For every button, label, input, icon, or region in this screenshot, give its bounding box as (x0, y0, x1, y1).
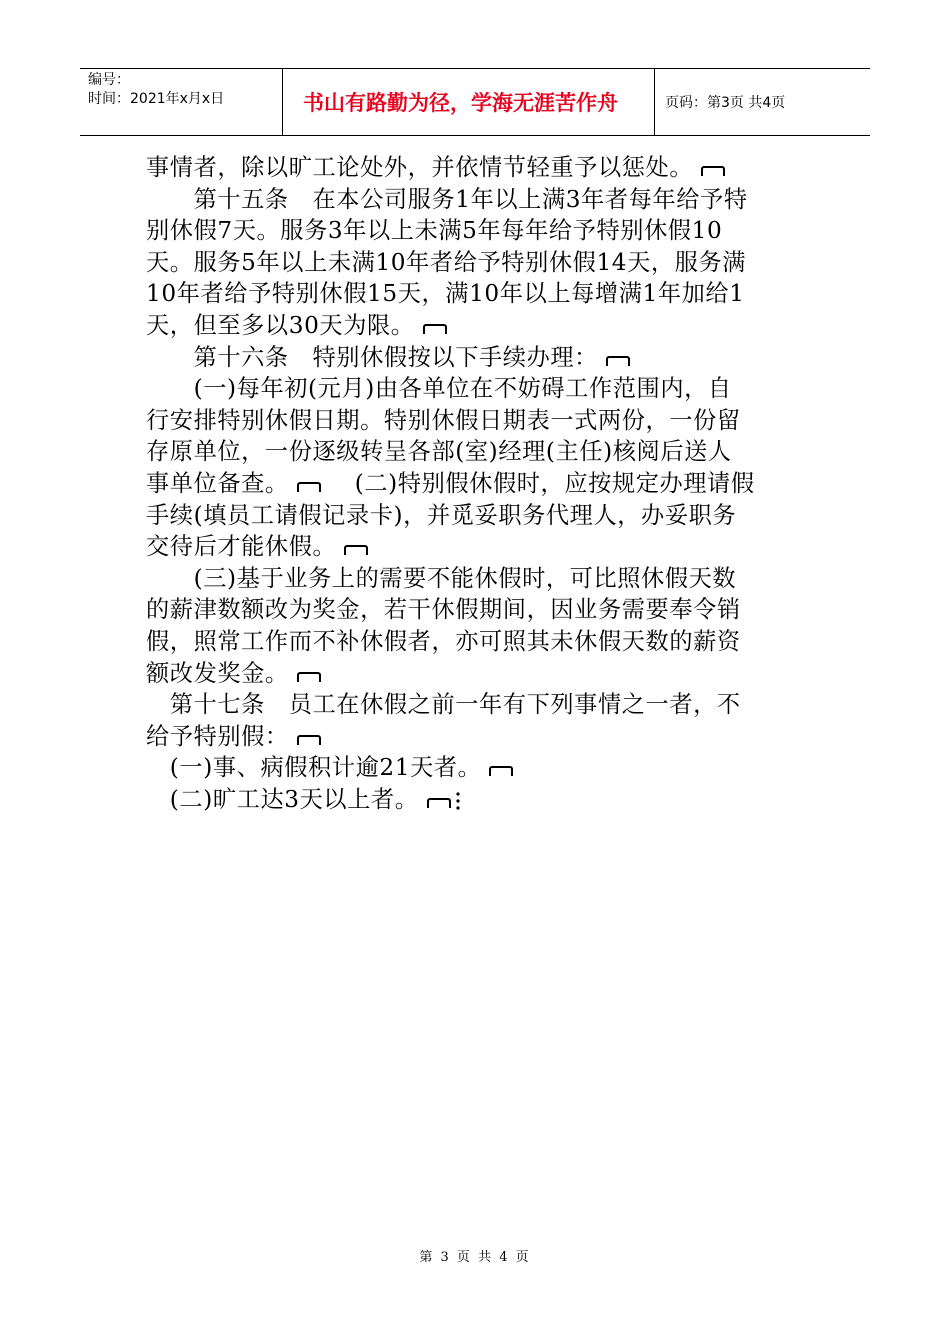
text-line: 给予特别假： (146, 721, 808, 753)
text-line: (三)基于业务上的需要不能休假时，可比照休假天数 (146, 564, 737, 592)
text-line: 额改发奖金。 (146, 658, 808, 690)
text-line: (二)旷工达3天以上者。 (146, 784, 808, 816)
text-line: 别休假7天。服务3年以上未满5年每年给予特别休假10 (146, 217, 723, 245)
text-line: 事单位备查。 (二)特别假休假时，应按规定办理请假 (146, 469, 755, 497)
paragraph-mark-icon (297, 482, 321, 492)
document-code-label: 编号： (88, 72, 130, 88)
paragraph-mark-icon (489, 766, 513, 776)
text-line: 第十五条 在本公司服务1年以上满3年者每年给予特 (146, 185, 748, 213)
text-line: (一)事、病假积计逾21天者。 (146, 752, 808, 784)
header-meta (80, 69, 283, 135)
page-header (80, 68, 870, 136)
paragraph-mark-icon (344, 545, 368, 555)
text-line: 交待后才能休假。 (146, 531, 808, 563)
header-page-number: 页码：第3页 共4页 (665, 95, 786, 111)
paragraph-mark-icon (297, 735, 321, 745)
text-line: 第十七条 员工在休假之前一年有下列事情之一者，不 (146, 691, 741, 719)
ellipsis-vertical-icon (455, 791, 461, 811)
text-line: 手续(填员工请假记录卡)，并觅妥职务代理人，办妥职务 (146, 501, 737, 529)
page-footer: 第 3 页 共 4 页 (419, 1250, 531, 1265)
text-line: 行安排特别休假日期。特别休假日期表一式两份，一份留 (146, 406, 741, 434)
header-motto: 书山有路勤为径，学海无涯苦作舟 (283, 69, 655, 135)
text-line: 假，照常工作而不补休假者，亦可照其未休假天数的薪资 (146, 627, 741, 655)
paragraph-mark-icon (423, 324, 447, 334)
text-line: 10年者给予特别休假15天，满10年以上每增满1年加给1 (146, 280, 745, 308)
document-date-label: 时间：2021年x月x日 (88, 91, 225, 107)
paragraph-mark-icon (427, 798, 451, 808)
paragraph-mark-icon (606, 356, 630, 366)
text-line: 存原单位，一份逐级转呈各部(室)经理(主任)核阅后送人 (146, 438, 732, 466)
text-line: 第十六条 特别休假按以下手续办理： (146, 342, 808, 374)
text-line: (一)每年初(元月)由各单位在不妨碍工作范围内，自 (146, 375, 732, 403)
paragraph-mark-icon (297, 672, 321, 682)
text-line: 天，但至多以30天为限。 (146, 310, 808, 342)
text-line: 的薪津数额改为奖金，若干休假期间，因业务需要奉令销 (146, 596, 741, 624)
text-line: 事情者，除以旷工论处外，并依情节轻重予以惩处。 (146, 152, 808, 184)
text-line: 天。服务5年以上未满10年者给予特别休假14天，服务满 (146, 248, 747, 276)
document-body (146, 152, 808, 815)
paragraph-mark-icon (701, 166, 725, 176)
